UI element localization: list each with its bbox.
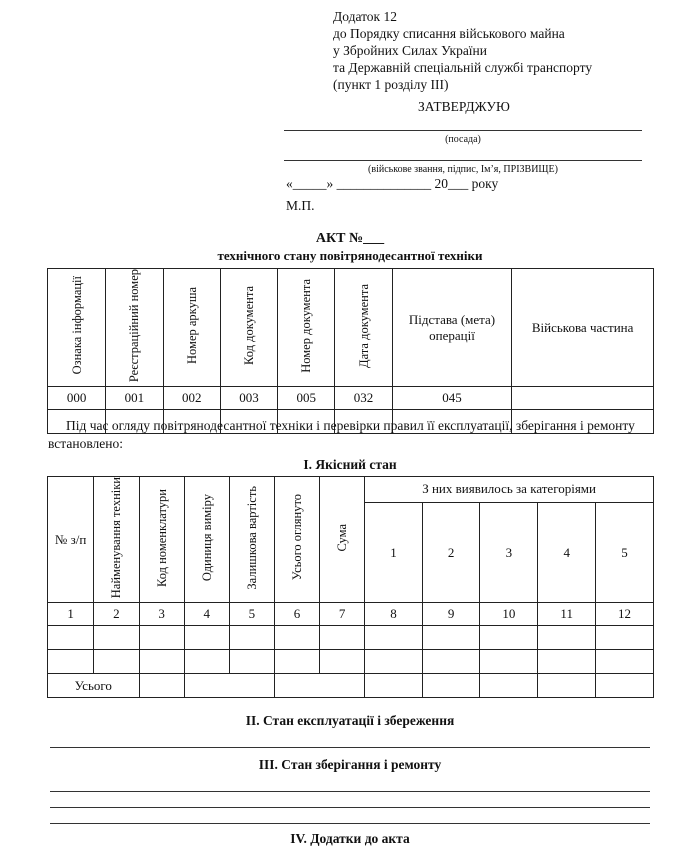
- position-caption: (посада): [445, 134, 481, 145]
- quality-table: [47, 476, 654, 698]
- col-number: 2: [94, 603, 139, 626]
- header-line: (пункт 1 розділу ІІІ): [333, 77, 449, 92]
- table1-header: Військова частина: [512, 269, 654, 387]
- appendix-header: [333, 8, 592, 93]
- total-cell[interactable]: [422, 674, 480, 698]
- quality-cell[interactable]: [274, 650, 319, 674]
- document-info-table: [47, 268, 654, 434]
- total-label: Усього: [48, 674, 140, 698]
- category-header: 4: [538, 502, 596, 602]
- quality-cell[interactable]: [274, 626, 319, 650]
- section3-title: ІІІ. Стан зберігання і ремонту: [258, 757, 442, 772]
- col-number: 10: [480, 603, 538, 626]
- quality-header: Найменування техніки: [94, 477, 139, 603]
- header-line: та Державній спеціальній службі транспорту: [333, 60, 593, 75]
- category-group-header: З них виявилось за категоріями: [365, 477, 654, 503]
- date-line: «_____» ______________ 20___ року: [286, 176, 499, 191]
- col-number: 7: [320, 603, 365, 626]
- table1-header: Підстава (мета) операції: [392, 269, 512, 387]
- section2-line: [50, 747, 650, 748]
- quality-cell[interactable]: [480, 626, 538, 650]
- quality-cell[interactable]: [596, 626, 654, 650]
- quality-cell[interactable]: [422, 650, 480, 674]
- category-header: 3: [480, 502, 538, 602]
- table1-code: 005: [278, 387, 335, 410]
- col-number: 3: [139, 603, 184, 626]
- category-header: 1: [365, 502, 423, 602]
- section3-line: [50, 823, 650, 824]
- quality-cell[interactable]: [48, 626, 94, 650]
- quality-cell[interactable]: [184, 626, 229, 650]
- quality-cell[interactable]: [365, 650, 423, 674]
- act-subtitle: технічного стану повітрянодесантної техніки: [217, 248, 483, 263]
- header-line: Додаток 12: [333, 9, 397, 24]
- total-cell[interactable]: [184, 674, 274, 698]
- table1-header: Код документа: [220, 269, 277, 387]
- quality-header: Одиниця виміру: [184, 477, 229, 603]
- section1-title: І. Якісний стан: [303, 457, 397, 472]
- quality-cell[interactable]: [139, 650, 184, 674]
- quality-cell[interactable]: [229, 650, 274, 674]
- quality-cell[interactable]: [480, 650, 538, 674]
- total-cell[interactable]: [274, 674, 364, 698]
- position-line: [284, 130, 642, 131]
- table1-header: Номер документа: [278, 269, 335, 387]
- total-cell[interactable]: [538, 674, 596, 698]
- quality-cell[interactable]: [320, 650, 365, 674]
- section3-line: [50, 791, 650, 792]
- quality-header: Залишкова вартість: [229, 477, 274, 603]
- quality-cell[interactable]: [365, 626, 423, 650]
- col-number: 5: [229, 603, 274, 626]
- quality-cell[interactable]: [139, 626, 184, 650]
- table1-code: 045: [392, 387, 512, 410]
- table1-code: 003: [220, 387, 277, 410]
- quality-cell[interactable]: [538, 650, 596, 674]
- quality-cell[interactable]: [422, 626, 480, 650]
- total-cell[interactable]: [596, 674, 654, 698]
- header-line: до Порядку списання військового майна: [333, 26, 565, 41]
- total-cell[interactable]: [365, 674, 423, 698]
- table1-code: 000: [48, 387, 106, 410]
- col-number: 6: [274, 603, 319, 626]
- approve-title: ЗАТВЕРДЖУЮ: [418, 99, 510, 114]
- category-header: 5: [596, 502, 654, 602]
- col-number: 11: [538, 603, 596, 626]
- quality-cell[interactable]: [94, 650, 139, 674]
- seal-label: М.П.: [286, 198, 315, 213]
- table1-code: 032: [335, 387, 392, 410]
- col-number: 12: [596, 603, 654, 626]
- quality-cell[interactable]: [184, 650, 229, 674]
- table1-header: Дата документа: [335, 269, 392, 387]
- table1-header: Реєстраційний номер: [106, 269, 163, 387]
- header-line: у Збройних Силах України: [333, 43, 488, 58]
- col-number: 1: [48, 603, 94, 626]
- col-number: 8: [365, 603, 423, 626]
- total-cell[interactable]: [139, 674, 184, 698]
- col-number: 9: [422, 603, 480, 626]
- quality-header: Усього оглянуто: [274, 477, 319, 603]
- section3-line: [50, 807, 650, 808]
- quality-cell[interactable]: [320, 626, 365, 650]
- category-header: 2: [422, 502, 480, 602]
- quality-cell[interactable]: [94, 626, 139, 650]
- table1-code: 001: [106, 387, 163, 410]
- table1-code: 002: [163, 387, 220, 410]
- signature-caption: (військове звання, підпис, Ім’я, ПРІЗВИЩЕ): [368, 164, 558, 175]
- quality-cell[interactable]: [538, 626, 596, 650]
- quality-cell[interactable]: [229, 626, 274, 650]
- quality-cell[interactable]: [48, 650, 94, 674]
- table1-header: Ознака інформації: [48, 269, 106, 387]
- section2-title: ІІ. Стан експлуатації і збереження: [245, 713, 455, 728]
- quality-header: Код номенклатури: [139, 477, 184, 603]
- table1-header: Номер аркуша: [163, 269, 220, 387]
- col-number: 4: [184, 603, 229, 626]
- inspection-paragraph: Під час огляду повітрянодесантної техніки і перевірки правил її експлуатації, зберігання і ремонту встановлено:: [48, 418, 635, 451]
- col-number-header: № з/п: [48, 477, 94, 603]
- section4-title: IV. Додатки до акта: [290, 831, 410, 846]
- total-cell[interactable]: [480, 674, 538, 698]
- quality-header: Сума: [320, 477, 365, 603]
- signature-line: [284, 160, 642, 161]
- quality-cell[interactable]: [596, 650, 654, 674]
- table1-code: [512, 387, 654, 410]
- act-title: АКТ №___: [315, 231, 385, 246]
